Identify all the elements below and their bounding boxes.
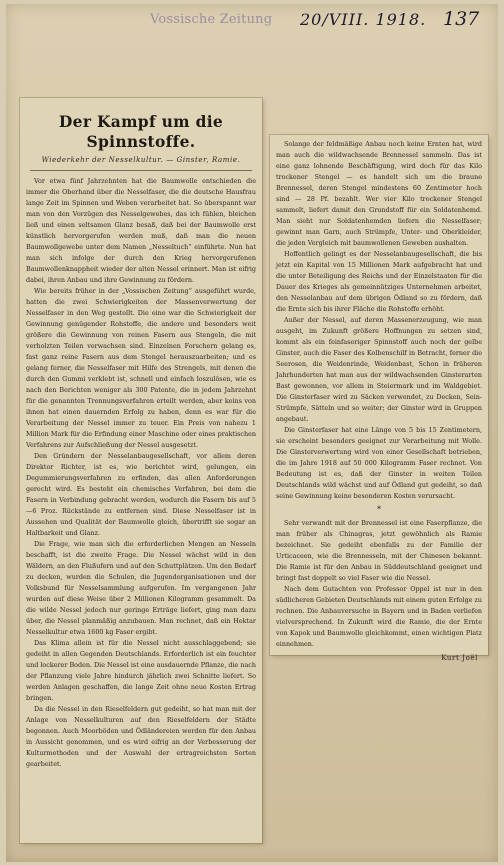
left-paragraph: Wie bereits früher in der „Vossischen Zeitung“ ausgeführt wurde, hatten die zwei Schwierigkeiten der Massenverwertung der Nesselfaser in den Weg gestellt. Die eine war die Schwierigkeit der Gewinnung genügender Rohstoffe, die andere und besonders weit größere die Gewinnung von reinen Fasern aus Stengeln, die mit verholzten Teilen verwachsen sind. Einzelnen Forschern gelang es, fast ganz reine Fasern aus dem Stengel herauszuarbeiten; und es gelang ferner, die Nesselfaser mit Hilfe des Strengels, mit denen die durch den Gummi verklebt ist, schnell und einfach loszulösen, wie es nach den Berichten weniger als 300 Patente, die in jedem Jahrzehnt für die genannten Trennungsverfahren erteilt werden, aber keins von ihnen hat einen dauernden Erfolg zu haben, denn es war für die Verarbeitung der Nessel immer zu teuer. Ein Preis von nahezu 1 Million Mark für die Erfindung einer Maschine oder eines praktischen Verfahrens zur Aufschließung der Nessel ausgesetzt. xyxy=(26,287,256,449)
left-paragraph: Die Frage, wie man sich die erforderlichen Mengen an Nesseln beschafft, ist die zweite Frage. Die Nessel wächst wild in den Wäldern, an den Flußufern und auf den Schuttplätzen. Um den Bedarf zu decken, wurden die Schulen, die Jugendorganisationen und der Volksbund für Nesselsammlung aufgerufen. Im vergangenen Jahr wurden auf diese Weise über 2 Millionen Kilogramm gesammelt. Da die wilde Nessel jedoch nur geringe Erträge liefert, ging man dazu über, die Nessel planmäßig anzubauen. Man rechnet, daß ein Hektar Nesselkultur etwa 1600 kg Faser ergibt. xyxy=(26,540,256,636)
right-paragraph: Die Ginsterfaser hat eine Länge von 5 bis 15 Zentimetern, sie erscheint besonders geeignet zur Verarbeitung mit Wolle. Die Ginsterverwertung wird von einer Gesellschaft betrieben, die im Jahre 1918 auf 50 000 Kilogramm Faser rechnet. Von Bedeutung ist es, daß der Ginster in weiten Teilen Deutschlands wild wächst und auf Ödland gut gedeiht, so daß seine Gewinnung keine besonderen Kosten verursacht. xyxy=(276,426,482,500)
handwritten-date: 20/VIII. 1918. xyxy=(300,10,427,29)
right-paragraph: Nach dem Gutachten von Professor Oppel ist nur in den südlicheren Gebieten Deutschlands mit einem guten Erfolge zu rechnen. Die Anbauversuche in Bayern und in Baden verliefen vielversprechend. In Zukunft wird die Ramie, die der Ernte von Kapok und Baumwolle gleichkommt, einen wichtigen Platz einnehmen. xyxy=(276,585,482,648)
right-paragraph: Solange der feldmäßige Anbau noch keine Ernten hat, wird man auch die wildwachsende Brennessel sammeln. Das ist eine ganz lohnende Beschäftigung, wird doch für das Kilo trockener Stengel — es handelt sich um die braune Brennessel, deren Stengel mindestens 60 Zentimeter hoch sind — 28 Pf. bezahlt. Wer vier Kilo trockener Stengel sammelt, liefert damit den Grundstoff für ein Soldatenhemd. Man sieht nur Soldatenhemden liefern die Nesselfaser; gewinnt man Garn, auch Strümpfe, Unter- und Oberkleider, die jeden Vergleich mit baumwollenen Geweben aushalten. xyxy=(276,140,482,247)
article-author: Kurt Joël xyxy=(441,654,478,662)
article-headline: Der Kampf um die Spinnstoffe. xyxy=(58,112,224,151)
page-number: 137 xyxy=(443,8,480,30)
left-paragraph: Vor etwa fünf Jahrzehnten hat die Baumwolle entschieden die immer die Oberhand über die Nesselfaser, die die deutsche Hausfrau lange Zeit im Spinnen und Weben verarbeitet hat. So überspannt war man von den Vorzügen des Nesselgewebes, das ich fühlen, bleichen ließ und einen seltsamen Glanz besaß, daß bei der Baumwolle erst künstlich hervorgerufen werden muß, daß man die neuen Baumwollgewebe unter dem Namen „Nesseltuch“ einführte. Nun hat man sich infolge der durch den Krieg hervorgerufenen Baumwollenknappheit wieder der alten Nessel erinnert. Man ist eifrig dabei, ihren Anbau und ihre Gewinnung zu fördern. xyxy=(26,177,256,284)
left-paragraph: Da die Nessel in den Rieselfeldern gut gedeiht, so hat man mit der Anlage von Nesselkulturen auf den Rieselfeldern der Städte begonnen. Auch Moorböden und Ödländereien werden für den Anbau in Aussicht genommen, und es wird eifrig an der Verbesserung der Kulturmethoden und der Auswahl der ertragreichsten Sorten gearbeitet. xyxy=(26,705,256,768)
headline-rule xyxy=(30,170,252,171)
left-paragraph: Das Klima allein ist für die Nessel nicht ausschlaggebend; sie gedeiht in allen Gegenden Deutschlands. Erforderlich ist ein feuchter und lockerer Boden. Die Nessel ist eine ausdauernde Pflanze, die nach der Pflanzung viele Jahre hindurch jährlich zwei Schnitte liefert. So werden Anlagen geschaffen, die lange Zeit ohne neue Kosten Ertrag bringen. xyxy=(26,639,256,702)
section-divider: * xyxy=(377,505,381,514)
newspaper-masthead: Vossische Zeitung xyxy=(150,12,273,27)
article-clipping-left xyxy=(20,98,262,843)
right-paragraph: Außer der Nessel, auf deren Massenerzeugung, wie man ausgeht, im Zukunft größere Hoffnungen zu setzen sind, kommt als ein feinfaseriger Spinnstoff auch noch der gelbe Ginster, auch die Faser des Kolbenschilf in Betracht, ferner die Seerosen, die Weidenrinde, Weidenbast, Schon in früheren Jahrhunderten hat man aus der wildwachsenden Ginsterarten Bast gewonnen, vor allem in Steiermark und im Waldgebiet. Die Ginsterfaser wird zu Säcken verwendet, zu Decken, Sein-Strümpfe, Sätteln und so weiter; der Ginster wird in Gruppen angebaut. xyxy=(276,316,482,423)
article-clipping-right xyxy=(270,135,488,662)
article-subheadline: Wiederkehr der Nesselkultur. — Ginster, Ramie. xyxy=(41,156,241,164)
left-paragraph: Den Gründern der Nesselanbaugesellschaft, vor allem deren Direktor Richter, ist es, wie berichtet wird, gelungen, ein Degummierungsverfahren zu erfinden, das allen Anforderungen gerecht wird. Es besteht ein chemisches Verfahren, bei dem die Fasern in Verbindung gebracht werden, wodurch die Fasern bis auf 5—6 Proz. Rückstände zu entfernen sind. Diese Nesselfaser ist in Aussehen und Qualität der Baumwolle gleich, übertrifft sie sogar an Haltbarkeit und Glanz. xyxy=(26,452,256,537)
right-paragraph: Hoffentlich gelingt es der Nesselanbaugesellschaft, die bis jetzt ein Kapital von 15 Millionen Mark aufgebracht hat und die unter Beteiligung des Reichs und der Einzelstaaten für die Dauer des Krieges als gemeinnütziges Unternehmen arbeitet, den Nesselanbau auf dem übrigen Ödland so zu fördern, daß die Ernte sich bis ihrer Fläche die Rohstoffe erhöht. xyxy=(276,250,482,313)
right-paragraph: Sehr verwandt mit der Brennessel ist eine Faserpflanze, die man früher als Chinagras, jetzt gewöhnlich als Ramie bezeichnet. Sie gedeiht ebenfalls zu der Familie der Urticaceen, wie die Brennesseln, mit der Chinesen bekannt. Die Ramie ist für den Anbau in Süddeutschland geeignet und bringt fast doppelt so viel Faser wie die Nessel. xyxy=(276,519,482,582)
